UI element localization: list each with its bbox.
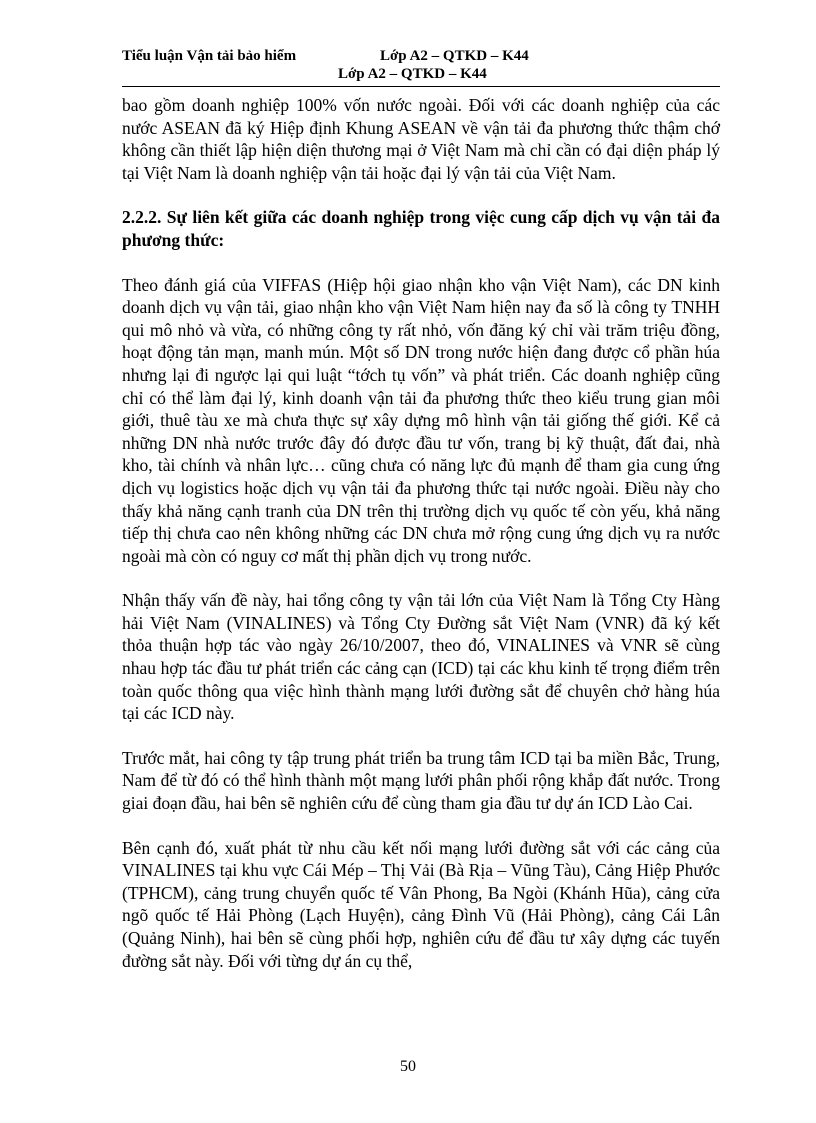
page-header [122, 48, 720, 88]
paragraph-gap [122, 725, 720, 747]
section-heading: 2.2.2. Sự liên kết giữa các doanh nghiệp trong việc cung cấp dịch vụ vận tải đa phương thức: [122, 207, 720, 250]
header-left-title: Tiểu luận Vận tải bảo hiểm [122, 48, 297, 64]
paragraph-gap [122, 252, 720, 274]
paragraph-3: Nhận thấy vấn đề này, hai tổng công ty vận tải lớn của Việt Nam là Tổng Cty Hàng hải Việt Nam (VINALINES) và Tổng Cty Đường sắt Việt Nam (VNR) đã ký kết thỏa thuận hợp tác vào ngày 26/10/2007, theo đó, VINALINES và VNR sẽ cùng nhau hợp tác đầu tư phát triển các cảng cạn (ICD) tại các khu kinh tế trọng điểm trên toàn quốc thông qua việc hình thành mạng lưới đường sắt để chuyên chở hàng húa tại các ICD này. [122, 590, 720, 724]
paragraph-1: bao gồm doanh nghiệp 100% vốn nước ngoài. Đối với các doanh nghiệp của các nước ASEAN đã ký Hiệp định Khung ASEAN về vận tải đa phương thức thậm chớ không cần thiết lập hiện diện thương mại ở Việt Nam mà chỉ cần có đại diện pháp lý tại Việt Nam là doanh nghiệp vận tải hoặc đại lý vận tải của Việt Nam. [122, 95, 720, 183]
header-right-class: Lớp A2 – QTKD – K44 [380, 48, 529, 64]
document-body [122, 94, 720, 972]
paragraph-gap [122, 567, 720, 589]
paragraph-4: Trước mắt, hai công ty tập trung phát triển ba trung tâm ICD tại ba miền Bắc, Trung, Nam để từ đó có thể hình thành một mạng lưới phân phối rộng khắp đất nước. Trong giai đoạn đầu, hai bên sẽ nghiên cứu để cùng tham gia đầu tư dự án ICD Lào Cai. [122, 747, 720, 814]
paragraph-5: Bên cạnh đó, xuất phát từ nhu cầu kết nối mạng lưới đường sắt với các cảng của VINALINES tại khu vực Cái Mép – Thị Vải (Bà Rịa – Vũng Tàu), Cảng Hiệp Phước (TPHCM), cảng trung chuyển quốc tế Vân Phong, Ba Ngòi (Khánh Hũa), cảng cửa ngõ quốc tế Hải Phòng (Lạch Huyện), cảng Đình Vũ (Hải Phòng), cảng Cái Lân (Quảng Ninh), hai bên sẽ cùng phối hợp, nghiên cứu để đầu tư xây dựng các tuyến đường sắt này. Đối với từng dự án cụ thể, [122, 837, 720, 971]
paragraph-2: Theo đánh giá của VIFFAS (Hiệp hội giao nhận kho vận Việt Nam), các DN kinh doanh dịch vụ vận tải, giao nhận kho vận Việt Nam hiện nay đa số là công ty TNHH qui mô nhỏ và vừa, có những công ty rất nhỏ, vốn đăng ký chỉ vài trăm triệu đồng, hoạt động tản mạn, manh mún. Một số DN trong nước hiện đang được cổ phần húa nhưng lại đi ngược lại qui luật “tớch tụ vốn” và phát triển. Các doanh nghiệp cũng chỉ có thể làm đại lý, kinh doanh vận tải đa phương thức theo kiểu trung gian môi giới, thuê tàu xe mà chưa thực sự xây dựng mô hình vận tải giống thế giới. Kể cả những DN nhà nước trước đây đó được đầu tư vốn, trang bị kỹ thuật, đất đai, nhà kho, tài chính và nhân lực… cũng chưa có năng lực đủ mạnh để tham gia cung ứng dịch vụ logistics hoặc dịch vụ vận tải đa phương thức tại nước ngoài. Điều này cho thấy khả năng cạnh tranh của DN trên thị trường dịch vụ quốc tế còn yếu, khả năng tiếp thị chưa cao nên không những các DN chưa mở rộng cung ứng dịch vụ ra nước ngoài mà còn có nguy cơ mất thị phần dịch vụ trong nước. [122, 274, 720, 566]
page-number: 50 [400, 1058, 416, 1075]
paragraph-gap [122, 815, 720, 837]
header-rule [122, 86, 720, 87]
paragraph-gap [122, 184, 720, 206]
header-second-line: Lớp A2 – QTKD – K44 [338, 66, 487, 82]
